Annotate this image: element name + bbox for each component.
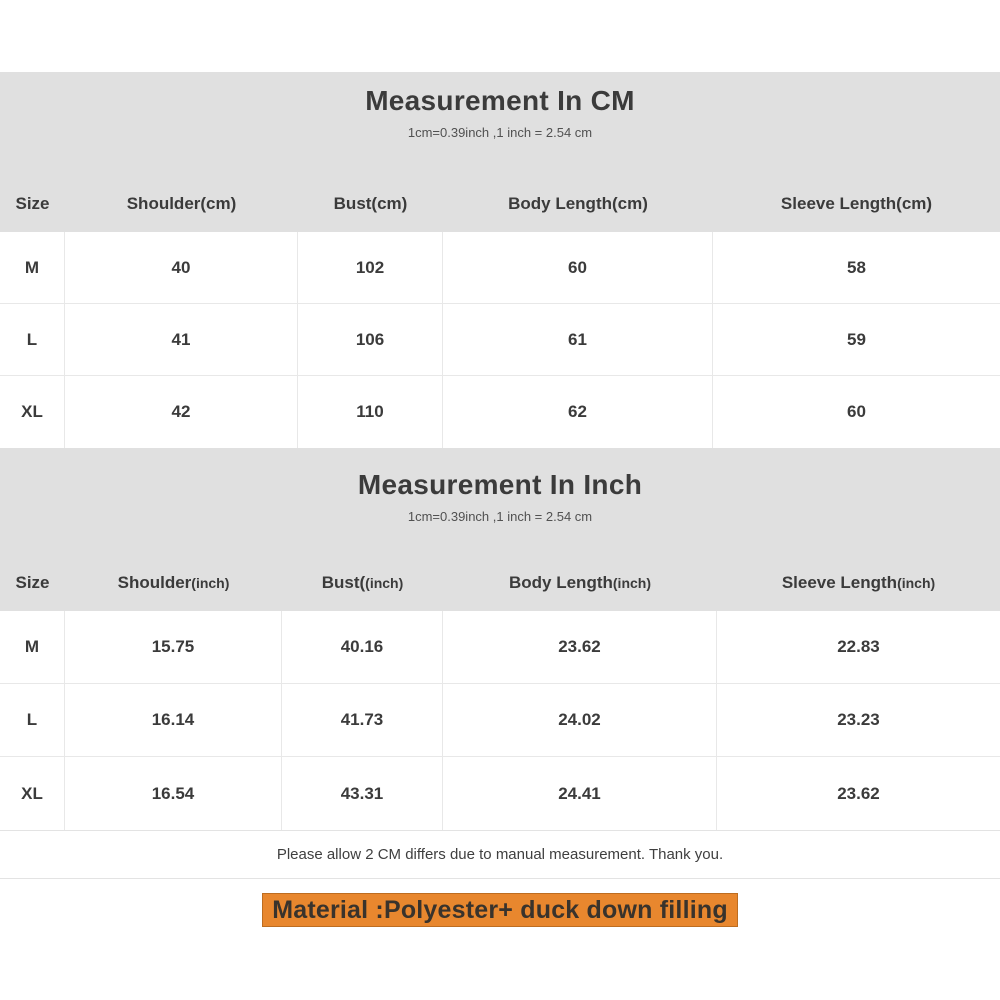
table-cell: 23.62 [837,783,880,803]
table-cell: 24.02 [443,684,717,756]
table-cell: 60 [847,402,866,421]
header-suffix: (inch) [897,575,936,591]
size-cell: L [0,304,65,375]
header-suffix: (inch) [191,575,230,591]
cm-section-band [0,72,1000,232]
column-header: Body Length(cm) [508,194,648,213]
cm-table [0,232,1000,448]
header-main: Sleeve Length [781,573,898,592]
table-row [0,611,1000,684]
top-spacer [0,0,1000,72]
table-row [0,304,1000,376]
column-header: Bust(cm) [333,194,408,213]
table-cell: 16.14 [65,684,282,756]
table-row [0,684,1000,757]
table-cell: 40.16 [282,611,443,683]
table-row [0,757,1000,830]
table-cell: 24.41 [443,757,717,830]
table-cell: 60 [443,232,713,303]
cm-title: Measurement In CM [365,85,635,116]
table-cell: 15.75 [65,611,282,683]
table-cell: 62 [443,376,713,448]
inch-title: Measurement In Inch [357,469,643,500]
cm-header-row [0,191,1000,232]
cm-subtitle: 1cm=0.39inch ,1 inch = 2.54 cm [407,125,593,140]
table-cell: 23.23 [837,710,880,729]
table-row [0,376,1000,448]
table-cell: 59 [847,329,866,349]
inch-header-row [0,570,1000,611]
inch-section-band [0,448,1000,611]
material-row [0,879,1000,927]
table-cell: 43.31 [282,757,443,830]
table-cell: 16.54 [65,757,282,830]
size-cell: L [0,684,65,756]
header-main: Shoulder [117,573,192,592]
material-highlight: Material :Polyester+ duck down filling [262,893,738,927]
header-main: Body Length [509,573,613,592]
header-suffix: (inch) [365,575,404,591]
table-cell: 106 [298,304,443,375]
column-header [443,570,717,596]
column-header: Size [15,194,50,213]
table-cell: 41 [65,304,298,375]
note-band [0,830,1000,879]
header-suffix: (inch) [612,575,651,591]
size-cell: XL [0,757,65,830]
measurement-note: Please allow 2 CM differs due to manual measurement. Thank you. [276,846,724,863]
size-cell: M [0,232,65,303]
column-header: Shoulder(cm) [126,194,237,213]
inch-subtitle: 1cm=0.39inch ,1 inch = 2.54 cm [407,509,593,524]
column-header [717,570,1000,596]
inch-table [0,611,1000,830]
table-cell: 110 [298,376,443,448]
column-header [65,570,282,596]
header-main: Size [15,573,50,592]
table-cell: 58 [847,257,866,277]
table-cell: 23.62 [443,611,717,683]
table-cell: 102 [298,232,443,303]
column-header: Sleeve Length(cm) [780,194,933,213]
header-main: Bust( [321,573,366,592]
table-cell: 61 [443,304,713,375]
table-cell: 22.83 [837,637,880,656]
column-header [282,570,443,596]
table-row [0,232,1000,304]
table-cell: 42 [65,376,298,448]
size-cell: XL [0,376,65,448]
table-cell: 40 [65,232,298,303]
size-cell: M [0,611,65,683]
column-header [0,570,65,596]
table-cell: 41.73 [282,684,443,756]
